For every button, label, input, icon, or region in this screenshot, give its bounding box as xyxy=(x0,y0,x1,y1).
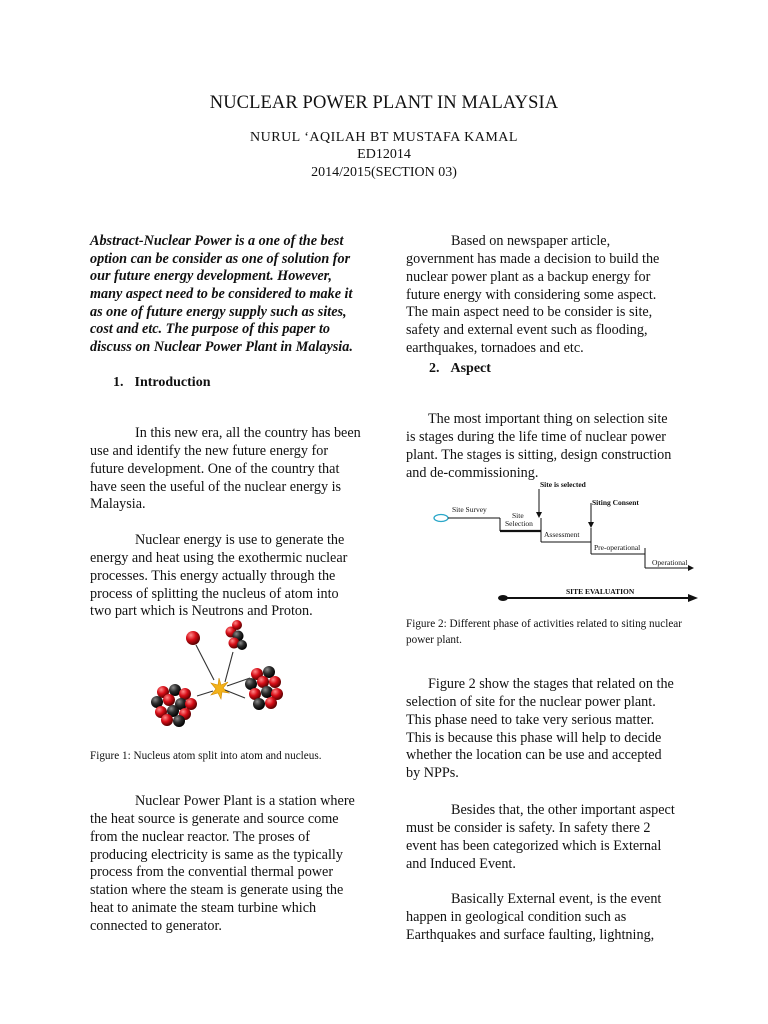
aspect-paragraph-1: The most important thing on selection site is stages during the life time of nuclear power plant. The stages is sitting, design construction and de-commissioning. xyxy=(406,411,672,481)
label-site: Site xyxy=(512,511,524,520)
label-selection: Selection xyxy=(505,519,533,528)
emitted-neutrons xyxy=(226,620,248,650)
right-paragraph-1: Based on newspaper article, government has made a decision to build the nuclear power plant as a backup energy for future energy with considering some aspect. The main aspect need to be consider is site, safety and external event such as flooding, earthquakes, tornadoes and etc. xyxy=(406,233,660,356)
label-site-survey: Site Survey xyxy=(452,505,487,514)
arrow-head xyxy=(688,594,698,602)
fission-flash xyxy=(211,678,229,699)
section-title: Introduction xyxy=(134,375,211,390)
label-operational: Operational xyxy=(652,558,688,567)
label-site-evaluation: SITE EVALUATION xyxy=(566,587,635,596)
right-paragraph-3: Figure 2 show the stages that related on the selection of site for the nuclear power plant. This phase need to take very serious matter. This is because this phase will help to decide whether the location can be use and accepted by NPPs. xyxy=(406,676,674,782)
author-name: NURUL ‘AQILAH BT MUSTAFA KAMAL xyxy=(250,130,518,145)
intro-paragraph-3: Nuclear Power Plant is a station where the heat source is generate and source come from the nuclear reactor. The proses of producing electricity is same as the typically process from the convential thermal power station where the steam is generate using the heat to animate the steam turbine which connected to generator. xyxy=(90,793,355,934)
start-marker xyxy=(434,515,448,522)
paper-title: NUCLEAR POWER PLANT IN MALAYSIA xyxy=(209,93,559,113)
right-paragraph-4: Besides that, the other important aspect must be consider is safety. In safety there 2 event has been categorized which is External and Induced Event. xyxy=(406,802,675,872)
figure-2-site-evaluation-diagram xyxy=(426,478,718,608)
figure-1-atom-split xyxy=(145,618,295,728)
parent-nucleus xyxy=(151,684,197,727)
arrow-line xyxy=(196,645,214,680)
intro-paragraph-1: In this new era, all the country has been use and identify the new future energy for future development. One of the country that have seen the useful of the nuclear energy is Malaysia. xyxy=(90,425,361,513)
label-siting-consent: Siting Consent xyxy=(592,498,639,507)
section-heading-aspect xyxy=(429,361,491,377)
figure-2-caption: Figure 2: Different phase of activities related to siting nuclear power plant. xyxy=(406,618,682,646)
session-section: 2014/2015(SECTION 03) xyxy=(311,165,457,180)
label-assessment: Assessment xyxy=(544,530,580,539)
label-pre-operational: Pre-operational xyxy=(594,543,641,552)
abstract: Abstract-Nuclear Power is a one of the best option can be consider as one of solution for our future energy development. However, many aspect need to be considered to make it as one of future energy supply such as sites, cost and etc. The purpose of this paper to discuss on Nuclear Power Plant in Malaysia. xyxy=(90,233,353,355)
neutron-particle xyxy=(186,631,200,645)
section-number: 2. xyxy=(429,361,440,376)
daughter-nucleus xyxy=(245,666,283,710)
section-title: Aspect xyxy=(450,361,491,376)
student-id: ED12014 xyxy=(357,147,411,162)
label-site-selected: Site is selected xyxy=(540,480,586,489)
section-heading-introduction xyxy=(113,375,210,391)
figure-1-caption: Figure 1: Nucleus atom split into atom and nucleus. xyxy=(90,750,322,762)
section-number: 1. xyxy=(113,375,124,390)
right-paragraph-5: Basically External event, is the event happen in geological condition such as Earthquakes and surface faulting, lightning, xyxy=(406,891,662,943)
intro-paragraph-2: Nuclear energy is use to generate the energy and heat using the exothermic nuclear processes. This energy actually through the process of splitting the nucleus of atom into two part which is Neutrons and Proton. xyxy=(90,532,348,620)
